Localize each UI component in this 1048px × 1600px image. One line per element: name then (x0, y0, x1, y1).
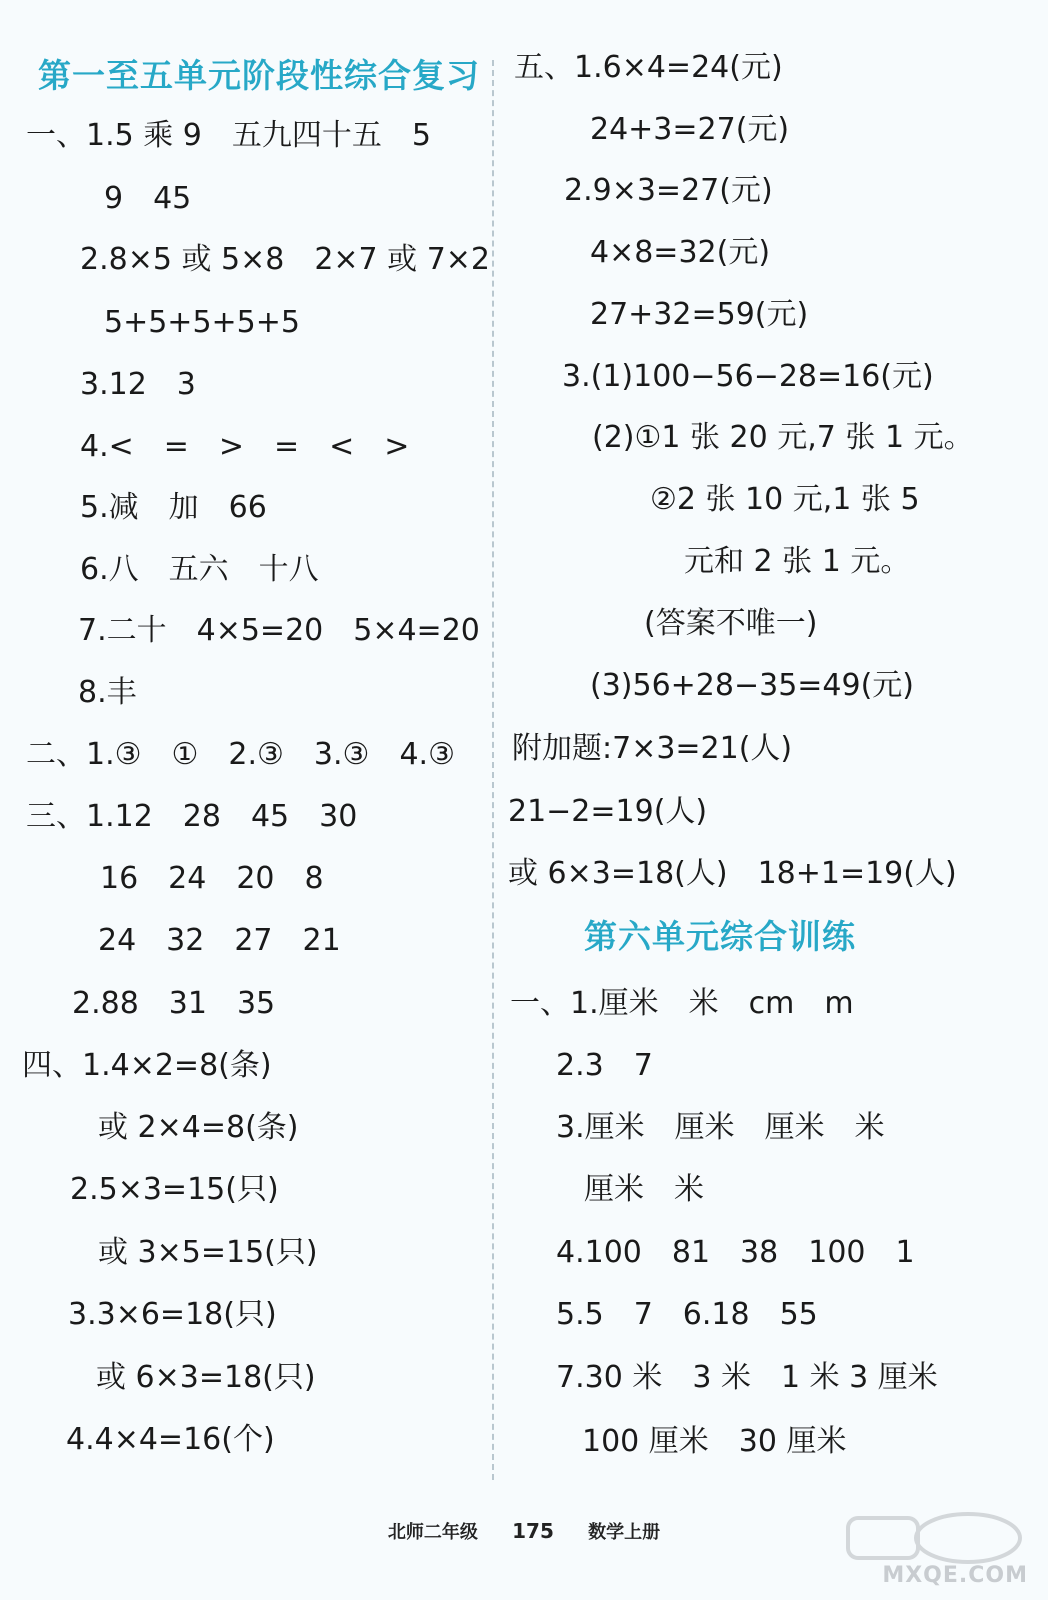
answer-line: (2)①1 张 20 元,7 张 1 元。 (592, 420, 974, 455)
watermark-icon (818, 1508, 1028, 1568)
answer-line: 4.< = > = < > (80, 429, 410, 464)
watermark-logo (818, 1508, 1028, 1588)
answer-line: 五、1.6×4=24(元) (514, 50, 783, 85)
answer-line: 厘米 米 (584, 1172, 704, 1207)
left-section-heading: 第一至五单元阶段性综合复习 (38, 56, 480, 95)
answer-line: 24+3=27(元) (590, 112, 790, 147)
answer-line: 2.5×3=15(只) (70, 1172, 279, 1207)
answer-line: 5+5+5+5+5 (104, 305, 300, 340)
footer-subject: 数学上册 (588, 1522, 661, 1543)
answer-line: 16 24 20 8 (100, 861, 324, 896)
answer-line: 三、1.12 28 45 30 (26, 799, 358, 834)
answer-line: 7.30 米 3 米 1 米 3 厘米 (556, 1360, 938, 1395)
answer-line: 或 3×5=15(只) (98, 1235, 318, 1270)
answer-line: 2.88 31 35 (72, 986, 276, 1021)
answer-line: 100 厘米 30 厘米 (582, 1424, 847, 1459)
answer-line: 一、1.5 乘 9 五九四十五 5 (26, 118, 431, 153)
answer-line: 8.丰 (78, 675, 137, 710)
answer-line: 7.二十 4×5=20 5×4=20 (78, 613, 480, 648)
answer-line: 4×8=32(元) (590, 235, 771, 270)
answer-line: 或 2×4=8(条) (98, 1110, 299, 1145)
answer-line: 21−2=19(人) (508, 794, 708, 829)
answer-line: 24 32 27 21 (98, 923, 341, 958)
answer-line: (答案不唯一) (644, 606, 818, 641)
answer-line: 3.厘米 厘米 厘米 米 (556, 1110, 885, 1145)
answer-line: 3.12 3 (80, 367, 196, 402)
answer-line: 2.9×3=27(元) (564, 173, 773, 208)
right-section-heading: 第六单元综合训练 (584, 917, 856, 956)
answer-line: 27+32=59(元) (590, 297, 809, 332)
column-divider (492, 60, 494, 1480)
page-number: 175 (512, 1519, 554, 1543)
answer-line: 4.100 81 38 100 1 (556, 1235, 915, 1270)
answer-line: 9 45 (104, 181, 192, 216)
answer-line: ②2 张 10 元,1 张 5 (650, 482, 920, 517)
answer-line: 二、1.③ ① 2.③ 3.③ 4.③ (26, 737, 455, 772)
answer-line: 四、1.4×2=8(条) (22, 1048, 272, 1083)
answer-line: 5.减 加 66 (80, 490, 267, 525)
answer-line: 5.5 7 6.18 55 (556, 1297, 818, 1332)
answer-line: 一、1.厘米 米 cm m (510, 986, 854, 1021)
answer-line: 4.4×4=16(个) (66, 1422, 275, 1457)
watermark-text: MXQE.COM (882, 1563, 1028, 1588)
answer-line: (3)56+28−35=49(元) (590, 668, 915, 703)
answer-line: 2.8×5 或 5×8 2×7 或 7×2 (80, 242, 491, 277)
answer-line: 元和 2 张 1 元。 (684, 544, 911, 579)
answer-line: 3.3×6=18(只) (68, 1297, 277, 1332)
answer-line: 3.(1)100−56−28=16(元) (562, 359, 934, 394)
answer-line: 或 6×3=18(人) 18+1=19(人) (508, 856, 957, 891)
answer-line: 或 6×3=18(只) (96, 1360, 316, 1395)
answer-line: 6.八 五六 十八 (80, 552, 319, 587)
answer-line: 附加题:7×3=21(人) (512, 731, 793, 766)
answer-line: 2.3 7 (556, 1048, 653, 1083)
footer-grade: 北师二年级 (387, 1522, 478, 1543)
